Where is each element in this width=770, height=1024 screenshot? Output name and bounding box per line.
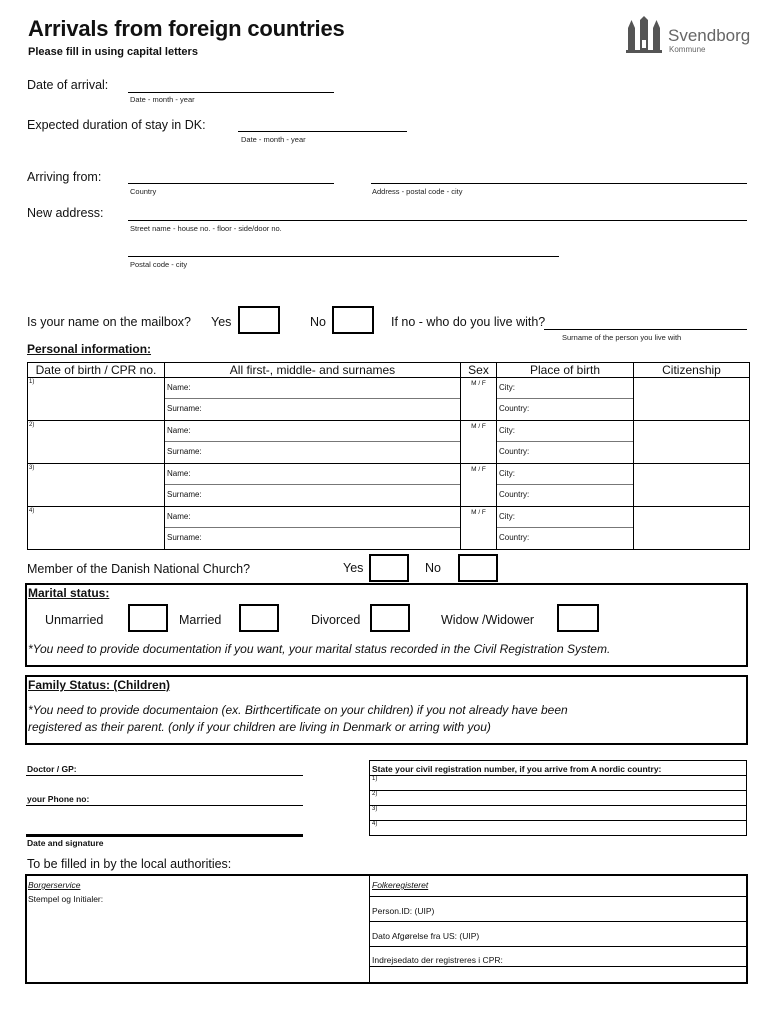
church-yes-checkbox[interactable] (369, 554, 409, 582)
authorities-section (25, 874, 748, 984)
sex-cell[interactable] (461, 507, 497, 550)
doctor-field[interactable] (26, 775, 303, 776)
country-field[interactable]: Country: (499, 490, 530, 499)
date-of-arrival-label: Date of arrival: (27, 78, 109, 92)
names-cell (165, 378, 461, 421)
page-subtitle: Please fill in using capital letters (28, 46, 198, 58)
decision-date-field[interactable]: Dato Afgørelse fra US: (UIP) (372, 931, 480, 941)
personal-info-table (27, 362, 750, 550)
name-field[interactable]: Name: (165, 507, 460, 528)
divider (370, 946, 746, 947)
table-row (28, 421, 750, 464)
nordic-row[interactable] (370, 820, 746, 836)
duration-hint: Date - month - year (241, 135, 306, 144)
svendborg-logo-icon (626, 16, 662, 54)
nordic-row[interactable] (370, 790, 746, 806)
citizenship-cell[interactable] (634, 378, 750, 421)
postal-hint: Postal code - city (130, 260, 188, 269)
mailbox-yes-label: Yes (211, 315, 232, 329)
birthplace-cell (497, 378, 634, 421)
surname-field[interactable]: Surname: (167, 404, 202, 413)
surname-field[interactable]: Surname: (167, 447, 202, 456)
unmarried-checkbox[interactable] (128, 604, 168, 632)
city-field[interactable]: City: (497, 507, 633, 528)
nordic-label: State your civil registration number, if you arrive from A nordic country: (372, 764, 662, 774)
divider (370, 921, 746, 922)
widow-checkbox[interactable] (557, 604, 599, 632)
sex-hint: M / F (471, 509, 486, 516)
birthplace-cell (497, 507, 634, 550)
sex-hint: M / F (471, 423, 486, 430)
country-field[interactable]: Country: (499, 447, 530, 456)
nordic-row[interactable] (370, 805, 746, 821)
signature-label: Date and signature (27, 838, 104, 848)
name-field[interactable]: Name: (165, 421, 460, 442)
birthplace-cell (497, 421, 634, 464)
nordic-row-number: 1) (372, 776, 378, 782)
table-row (28, 464, 750, 507)
stamp-label[interactable]: Stempel og Initialer: (28, 894, 104, 904)
dob-cell[interactable] (28, 378, 165, 421)
sex-cell[interactable] (461, 378, 497, 421)
surname-field[interactable]: Surname: (167, 490, 202, 499)
postal-field[interactable] (128, 256, 559, 257)
live-with-hint: Surname of the person you live with (562, 333, 682, 342)
nordic-registration-box (369, 760, 747, 836)
nordic-row-number: 4) (372, 821, 378, 827)
divider (370, 896, 746, 897)
col-names: All first-, middle- and surnames (165, 363, 461, 378)
citizenship-cell[interactable] (634, 464, 750, 507)
row-number: 1) (29, 379, 35, 385)
nordic-row[interactable] (370, 775, 746, 791)
logo-subtitle: Kommune (669, 45, 706, 54)
names-cell (165, 421, 461, 464)
row-number: 3) (29, 465, 35, 471)
personal-info-heading: Personal information: (27, 342, 152, 356)
widow-label: Widow /Widower (441, 613, 535, 627)
duration-field[interactable] (238, 131, 407, 132)
table-row (28, 507, 750, 550)
date-of-arrival-field[interactable] (128, 92, 334, 93)
country-field[interactable] (128, 183, 334, 184)
divorced-label: Divorced (311, 613, 361, 627)
row-number: 2) (29, 422, 35, 428)
dob-cell[interactable] (28, 421, 165, 464)
mailbox-question: Is your name on the mailbox? (27, 315, 191, 329)
street-field[interactable] (128, 220, 747, 221)
citizenship-cell[interactable] (634, 507, 750, 550)
mailbox-yes-checkbox[interactable] (238, 306, 280, 334)
new-address-label: New address: (27, 206, 104, 220)
table-header-row (28, 363, 750, 378)
marital-note: *You need to provide documentation if you want, your marital status recorded in the Civil Registration System. (28, 642, 611, 656)
married-checkbox[interactable] (239, 604, 279, 632)
live-with-field[interactable] (544, 329, 747, 330)
church-no-label: No (425, 561, 441, 575)
live-with-question: If no - who do you live with? (391, 315, 546, 329)
church-yes-label: Yes (343, 561, 364, 575)
page-title: Arrivals from foreign countries (28, 16, 345, 41)
citizenship-cell[interactable] (634, 421, 750, 464)
nordic-row-number: 2) (372, 791, 378, 797)
mailbox-no-checkbox[interactable] (332, 306, 374, 334)
sex-hint: M / F (471, 466, 486, 473)
dob-cell[interactable] (28, 507, 165, 550)
street-hint: Street name - house no. - floor - side/door no. (130, 224, 282, 233)
nordic-row-number: 3) (372, 806, 378, 812)
col-citizenship: Citizenship (634, 363, 750, 378)
city-field[interactable]: City: (497, 421, 633, 442)
sex-cell[interactable] (461, 421, 497, 464)
foreign-address-hint: Address - postal code - city (372, 187, 463, 196)
col-dob: Date of birth / CPR no. (28, 363, 165, 378)
names-cell (165, 464, 461, 507)
city-field[interactable]: City: (497, 378, 633, 399)
folkeregisteret-title: Folkeregisteret (372, 880, 429, 890)
name-field[interactable]: Name: (165, 464, 460, 485)
authorities-heading: To be filled in by the local authorities: (27, 857, 232, 871)
person-id-field[interactable]: Person.ID: (UIP) (372, 906, 435, 916)
family-status-heading: Family Status: (Children) (28, 678, 171, 692)
doctor-label: Doctor / GP: (27, 764, 77, 774)
unmarried-label: Unmarried (45, 613, 104, 627)
name-field[interactable]: Name: (165, 378, 460, 399)
married-label: Married (179, 613, 222, 627)
sex-cell[interactable] (461, 464, 497, 507)
family-note-line1: *You need to provide documentaion (ex. Birthcertificate on your children) if you not already have been (28, 703, 568, 717)
sex-hint: M / F (471, 380, 486, 387)
divider (370, 966, 746, 967)
marital-status-heading: Marital status: (28, 586, 110, 600)
mailbox-no-label: No (310, 315, 326, 329)
logo-name: Svendborg (668, 26, 751, 45)
phone-field[interactable] (26, 805, 303, 806)
date-of-arrival-hint: Date - month - year (130, 95, 195, 104)
church-no-checkbox[interactable] (458, 554, 498, 582)
duration-label: Expected duration of stay in DK: (27, 118, 206, 132)
names-cell (165, 507, 461, 550)
birthplace-cell (497, 464, 634, 507)
country-hint: Country (130, 187, 157, 196)
entry-date-field[interactable]: Indrejsedato der registreres i CPR: (372, 955, 503, 965)
family-note-line2: registered as their parent. (only if your children are living in Denmark or arring with you) (28, 720, 491, 734)
city-field[interactable]: City: (497, 464, 633, 485)
borgerservice-title: Borgerservice (28, 880, 81, 890)
row-number: 4) (29, 508, 35, 514)
col-sex: Sex (461, 363, 497, 378)
divorced-checkbox[interactable] (370, 604, 410, 632)
table-row (28, 378, 750, 421)
surname-field[interactable]: Surname: (167, 533, 202, 542)
col-birthplace: Place of birth (497, 363, 634, 378)
dob-cell[interactable] (28, 464, 165, 507)
country-field[interactable]: Country: (499, 404, 530, 413)
arriving-from-label: Arriving from: (27, 170, 102, 184)
foreign-address-field[interactable] (371, 183, 747, 184)
phone-label: your Phone no: (27, 794, 90, 804)
country-field[interactable]: Country: (499, 533, 530, 542)
signature-field[interactable] (26, 834, 303, 837)
church-question: Member of the Danish National Church? (27, 562, 251, 576)
